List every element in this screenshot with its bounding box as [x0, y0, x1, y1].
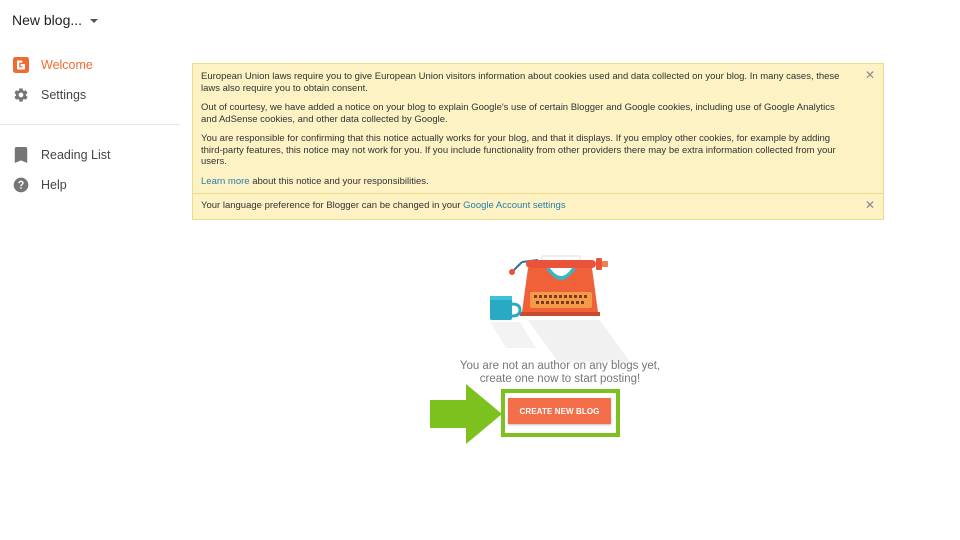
google-account-settings-link[interactable]: Google Account settings [463, 200, 566, 211]
empty-state-message [440, 360, 680, 385]
sidebar-item-welcome[interactable] [0, 50, 180, 80]
eu-cookie-section [193, 64, 883, 193]
close-icon[interactable]: ✕ [864, 198, 875, 212]
sidebar-item-label: Welcome [41, 58, 93, 72]
cookie-notice [192, 63, 884, 220]
arrow-right-icon [430, 384, 504, 444]
sidebar-item-help[interactable] [0, 170, 180, 200]
sidebar-item-label: Help [41, 178, 67, 192]
blog-selector-label: New blog... [12, 12, 83, 28]
language-text: Your language preference for Blogger can be changed in your [201, 200, 464, 211]
create-new-blog-button[interactable]: CREATE NEW BLOG [508, 398, 611, 424]
notice-paragraph: You are responsible for confirming that this notice actually works for your blog, and that it displays. If you employ other cookies, for example by adding third-party features, this notice may not work for you. If you include functionality from other providers there may be extra information collected from your users. [201, 133, 836, 167]
blog-selector[interactable] [12, 12, 98, 28]
sidebar-item-reading-list[interactable] [0, 140, 180, 170]
typewriter-illustration [480, 244, 640, 362]
learn-more-link[interactable]: Learn more [201, 175, 250, 187]
empty-state-line: create one now to start posting! [479, 372, 641, 385]
language-section [193, 193, 883, 219]
notice-learn-more [201, 176, 853, 188]
notice-paragraph: European Union laws require you to give European Union visitors information about cookies used and data collected on your blog. In many cases, these laws also require you to obtain consent. [201, 71, 840, 94]
gear-icon [12, 86, 30, 104]
notice-paragraph: Out of courtesy, we have added a notice on your blog to explain Google's use of certain Blogger and Google cookies, including use of Google Analytics and AdSense cookies, and other data collected by Google. [201, 102, 835, 125]
sidebar-item-settings[interactable] [0, 80, 180, 110]
sidebar-item-label: Reading List [41, 148, 111, 162]
sidebar-item-label: Settings [41, 88, 87, 102]
close-icon[interactable]: ✕ [864, 68, 875, 82]
help-icon [12, 176, 30, 194]
bookmark-icon [12, 146, 30, 164]
caret-down-icon [90, 19, 98, 23]
sidebar [0, 50, 180, 200]
empty-state-line: You are not an author on any blogs yet, [459, 360, 661, 372]
learn-more-suffix: about this notice and your responsibilities. [249, 175, 429, 187]
blogger-icon [12, 56, 30, 74]
sidebar-divider [0, 124, 180, 125]
language-notice [201, 200, 853, 212]
